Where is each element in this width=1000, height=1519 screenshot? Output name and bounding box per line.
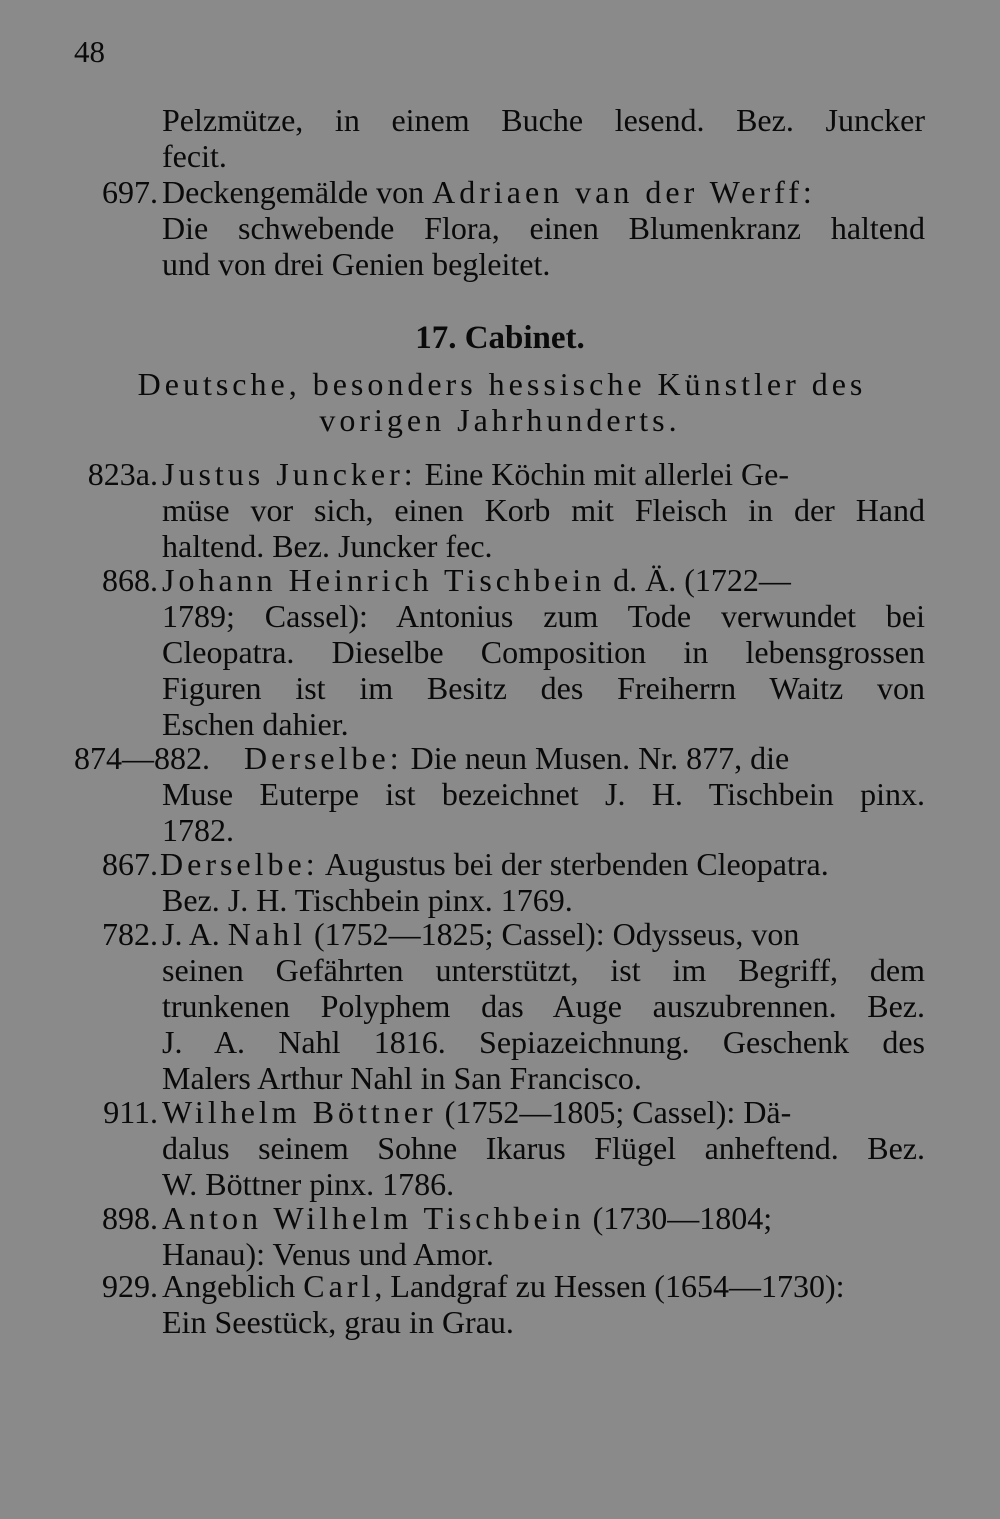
section-subtitle: vorigen Jahrhunderts. bbox=[319, 402, 681, 438]
text-line: Figuren ist im Besitz des Freiherrn Waitz von bbox=[162, 670, 925, 706]
entry-text: J. A. bbox=[162, 916, 228, 952]
artist-name: Anton Wilhelm Tischbein bbox=[162, 1200, 585, 1236]
text-line: dalus seinem Sohne Ikarus Flügel anheftend. Bez. bbox=[162, 1130, 925, 1166]
artist-name: Adriaen van der Werff: bbox=[432, 174, 816, 210]
text-line: 1789; Cassel): Antonius zum Tode verwundet bei bbox=[162, 598, 925, 634]
text-line: 1782. bbox=[162, 812, 234, 848]
entry-text: Angeblich bbox=[162, 1268, 304, 1304]
entry-number: 868. bbox=[102, 562, 158, 598]
section-subtitle: Deutsche, besonders hessische Künstler des bbox=[137, 366, 867, 402]
entry-line bbox=[162, 174, 816, 210]
artist-name: Derselbe: bbox=[244, 740, 403, 776]
text-line: Cleopatra. Dieselbe Composition in lebensgrossen bbox=[162, 634, 925, 670]
entry-number: 782. bbox=[102, 916, 158, 952]
text-line: Malers Arthur Nahl in San Francisco. bbox=[162, 1060, 642, 1096]
artist-name: Nahl bbox=[227, 916, 306, 952]
artist-name: Carl bbox=[303, 1268, 375, 1304]
artist-name: Wilhelm Böttner bbox=[162, 1094, 437, 1130]
text-line: und von drei Genien begleitet. bbox=[162, 246, 551, 282]
entry-text: , Landgraf zu Hessen (1654—1730): bbox=[374, 1268, 845, 1304]
text-line: Bez. J. H. Tischbein pinx. 1769. bbox=[162, 882, 573, 918]
entry-text: Eine Köchin mit allerlei Ge- bbox=[416, 456, 789, 492]
entry-number: 823a. bbox=[87, 456, 158, 492]
entry-line bbox=[160, 846, 829, 882]
entry-text: Augustus bei der sterbenden Cleopatra. bbox=[318, 846, 829, 882]
entry-text: Die neun Musen. Nr. 877, die bbox=[402, 740, 790, 776]
text-line: Ein Seestück, grau in Grau. bbox=[162, 1304, 514, 1340]
entry-line bbox=[162, 1200, 772, 1236]
text-line: müse vor sich, einen Korb mit Fleisch in der Hand bbox=[162, 492, 925, 528]
entry-line bbox=[162, 562, 791, 598]
entry-text: (1730—1804; bbox=[584, 1200, 773, 1236]
text-line: Pelzmütze, in einem Buche lesend. Bez. Juncker bbox=[162, 102, 925, 138]
entry-number: 898. bbox=[102, 1200, 158, 1236]
text-line: trunkenen Polyphem das Auge auszubrennen. Bez. bbox=[162, 988, 925, 1024]
text-line: Die schwebende Flora, einen Blumenkranz haltend bbox=[162, 210, 925, 246]
artist-name: Justus Juncker: bbox=[162, 456, 417, 492]
entry-text: (1752—1825; Cassel): Odysseus, von bbox=[306, 916, 800, 952]
section-title: 17. Cabinet. bbox=[415, 320, 585, 356]
text-line: haltend. Bez. Juncker fec. bbox=[162, 528, 493, 564]
entry-text: (1752—1805; Cassel): Dä- bbox=[436, 1094, 792, 1130]
text-line: Muse Euterpe ist bezeichnet J. H. Tischbein pinx. bbox=[162, 776, 925, 812]
text-line: J. A. Nahl 1816. Sepiazeichnung. Geschenk des bbox=[162, 1024, 925, 1060]
entry-line bbox=[162, 1094, 791, 1130]
entry-number: 911. bbox=[103, 1094, 158, 1130]
page-number: 48 bbox=[74, 34, 105, 69]
entry-number: 867. bbox=[102, 846, 158, 882]
entry-line bbox=[244, 740, 789, 776]
entry-number: 697. bbox=[102, 174, 158, 210]
entry-text: d. Ä. (1722— bbox=[605, 562, 791, 598]
artist-name: Derselbe: bbox=[160, 846, 319, 882]
text-line: fecit. bbox=[162, 138, 227, 174]
entry-line bbox=[162, 1268, 844, 1304]
text-line: seinen Gefährten unterstützt, ist im Begriff, dem bbox=[162, 952, 925, 988]
text-line: W. Böttner pinx. 1786. bbox=[162, 1166, 455, 1202]
text-line: Eschen dahier. bbox=[162, 706, 349, 742]
entry-text: Deckengemälde von bbox=[162, 174, 433, 210]
entry-line bbox=[162, 916, 799, 952]
entry-number: 874—882. bbox=[74, 740, 210, 776]
entry-number: 929. bbox=[102, 1268, 158, 1304]
artist-name: Johann Heinrich Tischbein bbox=[162, 562, 606, 598]
entry-line bbox=[162, 456, 789, 492]
text-line: Hanau): Venus und Amor. bbox=[162, 1236, 494, 1272]
